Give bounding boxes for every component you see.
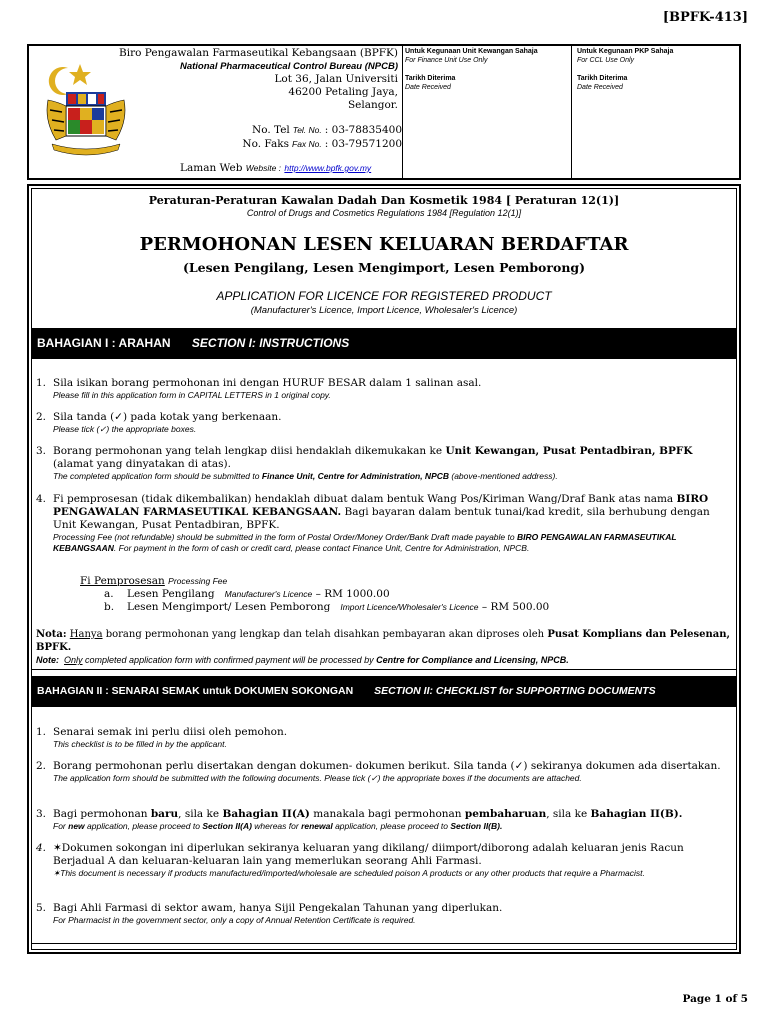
tel-value: : 03-78835400	[324, 124, 402, 136]
finance-date-label-en: Date Received	[405, 84, 451, 91]
ccl-date-label: Tarikh Diterima	[577, 75, 628, 82]
instruction-item: 4. Fi pemprosesan (tidak dikembalikan) hendaklah dibuat dalam bentuk Wang Pos/Kiriman Wang/Draf Bank atas nama BIRO PENGAWALAN FARMASEUTIKAL KEBANGSAAN. Bagi bayaran dalam bentuk tunai/kad kredit, sila berhubung dengan Unit Kewangan, Pusat Pentadbiran, BPFK. Processing Fee (not refundable) should be submitted in the form of Postal Order/Money Order/Bank Draft made payable to BIRO PENGAWALAN FARMASEUTIKAL KEBANGSAAN. For payment in the form of cash or credit card, please contact Finance Unit, Centre for Administration, NPCB.	[36, 493, 736, 554]
web-label-en: Website :	[245, 163, 282, 173]
fee-title-en: Processing Fee	[168, 576, 228, 586]
checklist-en: For new application, please proceed to Section II(A) whereas for renewal application, please proceed to Section II(B).	[53, 821, 503, 831]
finance-title: Untuk Kegunaan Unit Kewangan Sahaja	[405, 48, 538, 55]
fax-label-ms: No. Faks	[242, 138, 289, 150]
checklist-item: 1. Senarai semak ini perlu diisi oleh pemohon. This checklist is to be filled in by the applicant.	[36, 726, 736, 750]
fax-row	[230, 137, 402, 151]
instruction-en: Processing Fee (not refundable) should be submitted in the form of Postal Order/Money Order/Bank Draft made payable to BIRO PENGAWALAN FARMASEUTIKAL KEBANGSAAN. For payment in the form of cash or credit card, please contact Finance Unit, Centre for Administration, NPCB.	[53, 532, 677, 553]
instruction-en: Please fill in this application form in CAPITAL LETTERS in 1 original copy.	[53, 390, 331, 400]
instruction-ms: Sila isikan borang permohonan ini dengan HURUF BESAR dalam 1 salinan asal.	[53, 377, 482, 389]
header-divider-2	[571, 44, 572, 180]
instruction-en: The completed application form should be submitted to Finance Unit, Centre for Administration, NPCB (above-mentioned address).	[53, 471, 558, 481]
note-ms: Nota: Hanya borang permohonan yang lengkap dan telah disahkan pembayaran akan diproses oleh Pusat Komplians dan Pelesenan, BPFK.	[36, 629, 730, 653]
checklist-item: 5. Bagi Ahli Farmasi di sektor awam, hanya Sijil Pengekalan Tahunan yang diperlukan. For Pharmacist in the government sector, only a copy of Annual Retention Certificate is required.	[36, 902, 736, 926]
finance-date-label: Tarikh Diterima	[405, 75, 456, 82]
fee-row: a. Lesen Pengilang Manufacturer's Licence – RM 1000.00	[104, 588, 390, 600]
checklist-en: This checklist is to be filled in by the applicant.	[53, 739, 227, 749]
ccl-title-en: For CCL Use Only	[577, 57, 635, 64]
checklist-ms: Borang permohonan perlu disertakan dengan dokumen- dokumen berikut. Sila tanda (✓) sekiranya dokumen ada disertakan.	[53, 760, 721, 772]
form-code: [BPFK-413]	[662, 10, 748, 25]
fee-title	[80, 575, 549, 588]
checklist-ms: Senarai semak ini perlu diisi oleh pemohon.	[53, 726, 288, 738]
address-line-3: Selangor.	[347, 99, 398, 111]
tel-label-en: Tel. No.	[292, 125, 322, 135]
checklist-en: For Pharmacist in the government sector, only a copy of Annual Retention Certificate is required.	[53, 915, 416, 925]
fax-label-en: Fax No.	[292, 139, 322, 149]
tel-row	[230, 123, 402, 137]
web-label-ms: Laman Web	[180, 162, 243, 174]
form-subtitle-en: (Manufacturer's Licence, Import Licence, Wholesaler's Licence)	[250, 305, 518, 316]
finance-title-en: For Finance Unit Use Only	[405, 57, 488, 64]
address-line-2: 46200 Petaling Jaya,	[288, 86, 398, 98]
agency-block	[100, 47, 398, 112]
checklist-en: ✶This document is necessary if products manufactured/imported/wholesale are scheduled poison A products or any other products that require a Pharmacist.	[53, 868, 645, 878]
form-subtitle-ms: (Lesen Pengilang, Lesen Mengimport, Lesen Pemborong)	[182, 260, 586, 275]
instruction-item: 1. Sila isikan borang permohonan ini dengan HURUF BESAR dalam 1 salinan asal. Please fill in this application form in CAPITAL LETTERS in 1 original copy.	[36, 377, 736, 401]
instruction-en: Please tick (✓) the appropriate boxes.	[53, 424, 197, 434]
finance-use-box	[405, 47, 565, 92]
section-1-header	[31, 328, 737, 358]
section-1-heading-en: SECTION I: INSTRUCTIONS	[191, 336, 350, 350]
note	[36, 628, 736, 667]
instruction-item: 2. Sila tanda (✓) pada kotak yang berkenaan. Please tick (✓) the appropriate boxes.	[36, 411, 736, 435]
instruction-ms: Sila tanda (✓) pada kotak yang berkenaan.	[53, 411, 282, 423]
regulation-ms: Peraturan-Peraturan Kawalan Dadah Dan Kosmetik 1984 [ Peraturan 12(1)]	[148, 194, 620, 207]
checklist-item: 3. Bagi permohonan baru, sila ke Bahagian II(A) manakala bagi permohonan pembaharuan, sila ke Bahagian II(B). For new application, please proceed to Section II(A) whereas for renewal application, please proceed to Section II(B).	[36, 808, 736, 832]
section-2-header	[31, 676, 737, 706]
section-2-heading-ms: BAHAGIAN II : SENARAI SEMAK untuk DOKUMEN SOKONGAN	[37, 685, 354, 697]
page-number: Page 1 of 5	[682, 993, 748, 1005]
ccl-date-label-en: Date Received	[577, 84, 623, 91]
ccl-title: Untuk Kegunaan PKP Sahaja	[577, 48, 674, 55]
checklist-en: The application form should be submitted with the following documents. Please tick (✓) the appropriate boxes if the documents are attached.	[53, 773, 582, 783]
address-line-1: Lot 36, Jalan Universiti	[274, 73, 398, 85]
contact-block	[230, 123, 402, 151]
ccl-use-box	[577, 47, 737, 92]
agency-name-en: National Pharmaceutical Control Bureau (NPCB)	[179, 61, 398, 72]
regulation-en: Control of Drugs and Cosmetics Regulations 1984 [Regulation 12(1)]	[246, 208, 522, 218]
fax-value: : 03-79571200	[324, 138, 402, 150]
instruction-item: 3. Borang permohonan yang telah lengkap diisi hendaklah dikemukakan ke Unit Kewangan, Pusat Pentadbiran, BPFK (alamat yang dinyatakan di atas). The completed application form should be submitted to Finance Unit, Centre for Administration, NPCB (above-mentioned address).	[36, 445, 736, 482]
section-1-heading-ms: BAHAGIAN I : ARAHAN	[37, 336, 171, 350]
checklist-item: 2. Borang permohonan perlu disertakan dengan dokumen- dokumen berikut. Sila tanda (✓) sekiranya dokumen ada disertakan. The application form should be submitted with the following documents. Please tick (✓) the appropriate boxes if the documents are attached.	[36, 760, 736, 784]
form-title-en: APPLICATION FOR LICENCE FOR REGISTERED PRODUCT	[216, 289, 552, 303]
note-en: Note: Only completed application form with confirmed payment will be processed by Centre for Compliance and Licensing, NPCB.	[36, 655, 569, 665]
checklist-item: 4. ✶Dokumen sokongan ini diperlukan sekiranya keluaran yang dikilang/ diimport/diborong adalah keluaran jenis Racun Berjadual A dan keluaran-keluaran lain yang memerlukan seorang Ahli Farmasi. ✶This document is necessary if products manufactured/imported/wholesale are scheduled poison A products or any other products that require a Pharmacist.	[36, 842, 736, 879]
fee-block	[80, 575, 549, 614]
website-link[interactable]: http://www.bpfk.gov.my	[284, 163, 372, 173]
fee-title-ms: Fi Pemprosesan	[80, 575, 165, 587]
header-divider-1	[402, 44, 403, 180]
checklist-ms: ✶Dokumen sokongan ini diperlukan sekiranya keluaran yang dikilang/ diimport/diborong adalah keluaran jenis Racun Berjadual A dan keluaran-keluaran lain yang memerlukan seorang Ahli Farmasi.	[53, 842, 684, 867]
agency-name-ms: Biro Pengawalan Farmaseutikal Kebangsaan (BPFK)	[119, 47, 398, 59]
fee-row: b. Lesen Mengimport/ Lesen Pemborong Import Licence/Wholesaler's Licence – RM 500.00	[104, 601, 550, 613]
checklist-ms: Bagi Ahli Farmasi di sektor awam, hanya Sijil Pengekalan Tahunan yang diperlukan.	[53, 902, 503, 914]
section-2-heading-en: SECTION II: CHECKLIST for SUPPORTING DOCUMENTS	[374, 685, 656, 697]
form-title-ms: PERMOHONAN LESEN KELUARAN BERDAFTAR	[139, 234, 629, 255]
website-row	[180, 162, 371, 174]
tel-label-ms: No. Tel	[252, 124, 290, 136]
